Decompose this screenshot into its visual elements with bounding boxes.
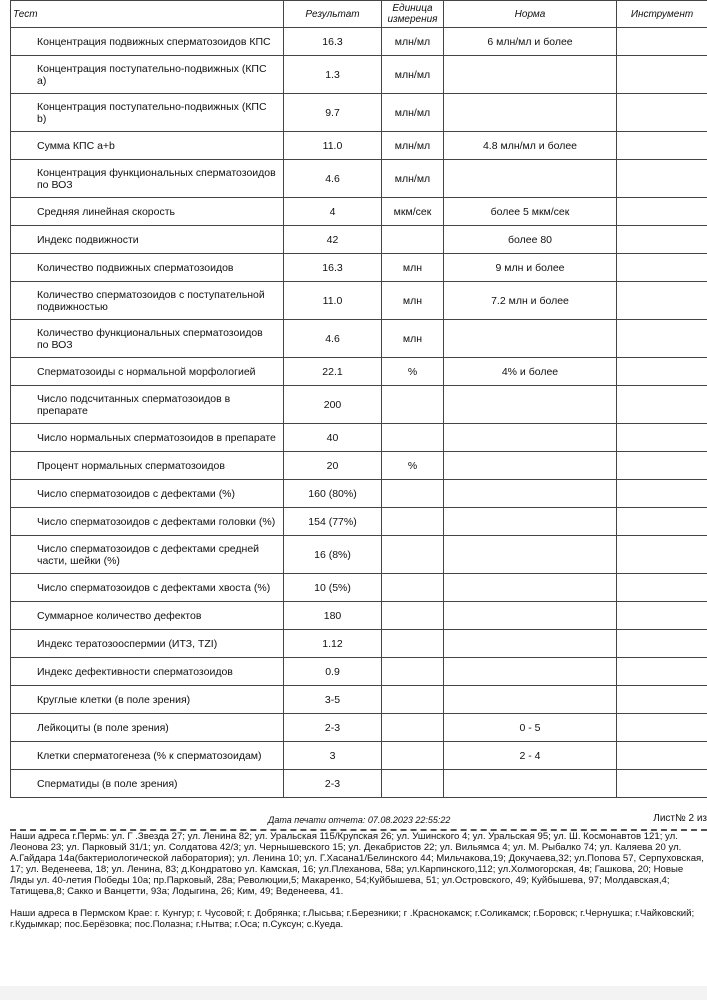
result-cell: 40 — [284, 424, 382, 452]
unit-cell — [382, 508, 444, 536]
test-name-cell: Число сперматозоидов с дефектами (%) — [11, 480, 284, 508]
test-name-cell: Индекс подвижности — [11, 226, 284, 254]
instrument-cell — [617, 508, 707, 536]
header-test: Тест — [11, 1, 284, 28]
table-row — [11, 770, 707, 798]
norm-cell: 4% и более — [444, 358, 617, 386]
result-cell: 20 — [284, 452, 382, 480]
table-row — [11, 132, 707, 160]
instrument-cell — [617, 630, 707, 658]
test-name-cell: Число подсчитанных сперматозоидов в препарате — [11, 386, 284, 424]
result-cell: 154 (77%) — [284, 508, 382, 536]
table-row — [11, 686, 707, 714]
instrument-cell — [617, 452, 707, 480]
norm-cell — [444, 386, 617, 424]
result-cell: 4.6 — [284, 320, 382, 358]
norm-cell — [444, 536, 617, 574]
instrument-cell — [617, 386, 707, 424]
table-row — [11, 386, 707, 424]
norm-cell — [444, 574, 617, 602]
table-row — [11, 358, 707, 386]
header-result: Результат — [284, 1, 382, 28]
norm-cell — [444, 630, 617, 658]
norm-cell: 7.2 млн и более — [444, 282, 617, 320]
test-name-cell: Количество подвижных сперматозоидов — [11, 254, 284, 282]
test-name-cell: Концентрация функциональных сперматозоидов по ВОЗ — [11, 160, 284, 198]
unit-cell — [382, 424, 444, 452]
result-cell: 4 — [284, 198, 382, 226]
result-cell: 3 — [284, 742, 382, 770]
instrument-cell — [617, 160, 707, 198]
norm-cell — [444, 94, 617, 132]
test-name-cell: Число сперматозоидов с дефектами головки (%) — [11, 508, 284, 536]
test-name-cell: Лейкоциты (в поле зрения) — [11, 714, 284, 742]
unit-cell: млн — [382, 282, 444, 320]
test-name-cell: Концентрация поступательно-подвижных (КПС a) — [11, 56, 284, 94]
result-cell: 2-3 — [284, 770, 382, 798]
instrument-cell — [617, 770, 707, 798]
print-date: Дата печати отчета: 07.08.2023 22:55:22 — [268, 815, 451, 825]
addresses-region: Наши адреса в Пермском Крае: г. Кунгур; г. Чусовой; г. Добрянка; г.Лысьва; г.Березники; г .Краснокамск; г.Соликамск; г.Боровск; г.Чернушка; г.Чайковский; г.Кудымкар; пос.Берёзовка; пос.Полазна; г.Нытва; г.Оса; п.Суксун; с.Куеда. — [10, 908, 695, 931]
result-cell: 22.1 — [284, 358, 382, 386]
unit-cell — [382, 574, 444, 602]
norm-cell — [444, 686, 617, 714]
instrument-cell — [617, 254, 707, 282]
result-cell: 4.6 — [284, 160, 382, 198]
test-name-cell: Сперматозоиды с нормальной морфологией — [11, 358, 284, 386]
norm-cell: 0 - 5 — [444, 714, 617, 742]
instrument-cell — [617, 602, 707, 630]
instrument-cell — [617, 320, 707, 358]
results-table — [10, 0, 707, 798]
test-name-cell: Индекс тератозооспермии (ИТЗ, TZI) — [11, 630, 284, 658]
table-row — [11, 424, 707, 452]
instrument-cell — [617, 226, 707, 254]
instrument-cell — [617, 574, 707, 602]
unit-cell — [382, 386, 444, 424]
norm-cell — [444, 508, 617, 536]
page-bottom-edge — [0, 986, 707, 1000]
instrument-cell — [617, 714, 707, 742]
result-cell: 11.0 — [284, 282, 382, 320]
instrument-cell — [617, 480, 707, 508]
header-norm: Норма — [444, 1, 617, 28]
test-name-cell: Круглые клетки (в поле зрения) — [11, 686, 284, 714]
test-name-cell: Средняя линейная скорость — [11, 198, 284, 226]
result-cell: 160 (80%) — [284, 480, 382, 508]
table-row — [11, 254, 707, 282]
norm-cell: 9 млн и более — [444, 254, 617, 282]
result-cell: 10 (5%) — [284, 574, 382, 602]
unit-cell: % — [382, 358, 444, 386]
result-cell: 1.12 — [284, 630, 382, 658]
norm-cell — [444, 452, 617, 480]
result-cell: 9.7 — [284, 94, 382, 132]
result-cell: 16.3 — [284, 254, 382, 282]
test-name-cell: Концентрация подвижных сперматозоидов КПС — [11, 28, 284, 56]
result-cell: 2-3 — [284, 714, 382, 742]
unit-cell — [382, 630, 444, 658]
table-row — [11, 282, 707, 320]
header-instrument: Инструмент — [617, 1, 707, 28]
addresses-perm: Наши адреса г.Пермь: ул. Г .Звезда 27; ул. Ленина 82; ул. Уральская 115/Крупская 26; ул. Ушинского 4; ул. Уральская 95; ул. Ш. Космонавтов 121; ул. Леонова 23; ул. Парковый 31/1; ул. Солдатова 42/3; ул. Чернышевского 15; ул. Декабристов 22; ул. Вильямса 4; ул. М. Рыбалко 74; ул. Каляева 20 ул. А.Гайдара 14а(бактериологической лаборатория); ул. Ленина 10; ул. Г.Хасана1/Белинского 44; Мильчакова,19; Докучаева,32; ул.Попова 57, Серпуховская, 17; ул. Веденеева, 18; ул. Ленина, 83; д.Кондратово ул. Камская, 16; ул.Плеханова, 58а; ул.Карпинского,112; ул.Холмогорская, 4в; Гашкова, 20; Новые Ляды ул. 40-летия Победы 10а; пр.Парковый, 28а; Революции,5; Макаренко, 54;Куйбышева, 51; ул.Островского, 49; Куйбышева, 97; Молдавская,4; Татищева,8; Сакко и Ванцетти, 93а; Лодыгина, 26; Ким, 49; Веденеева, 41. — [10, 831, 704, 897]
instrument-cell — [617, 358, 707, 386]
unit-cell: млн/мл — [382, 132, 444, 160]
test-name-cell: Число нормальных сперматозоидов в препарате — [11, 424, 284, 452]
table-row — [11, 226, 707, 254]
norm-cell — [444, 320, 617, 358]
instrument-cell — [617, 686, 707, 714]
table-row — [11, 602, 707, 630]
table-row — [11, 160, 707, 198]
unit-cell — [382, 658, 444, 686]
result-cell: 11.0 — [284, 132, 382, 160]
norm-cell — [444, 602, 617, 630]
instrument-cell — [617, 424, 707, 452]
results-table-body — [11, 28, 707, 798]
instrument-cell — [617, 198, 707, 226]
test-name-cell: Количество сперматозоидов с поступательной подвижностью — [11, 282, 284, 320]
result-cell: 16.3 — [284, 28, 382, 56]
norm-cell — [444, 770, 617, 798]
table-row — [11, 742, 707, 770]
result-cell: 1.3 — [284, 56, 382, 94]
unit-cell: % — [382, 452, 444, 480]
instrument-cell — [617, 28, 707, 56]
table-row — [11, 630, 707, 658]
test-name-cell: Количество функциональных сперматозоидов по ВОЗ — [11, 320, 284, 358]
unit-cell: млн/мл — [382, 94, 444, 132]
print-info — [10, 813, 707, 827]
norm-cell — [444, 424, 617, 452]
norm-cell: 2 - 4 — [444, 742, 617, 770]
table-row — [11, 480, 707, 508]
table-row — [11, 56, 707, 94]
table-row — [11, 508, 707, 536]
unit-cell — [382, 770, 444, 798]
test-name-cell: Суммарное количество дефектов — [11, 602, 284, 630]
unit-cell: млн — [382, 320, 444, 358]
table-row — [11, 94, 707, 132]
instrument-cell — [617, 56, 707, 94]
unit-cell — [382, 742, 444, 770]
unit-cell: млн/мл — [382, 56, 444, 94]
instrument-cell — [617, 94, 707, 132]
table-row — [11, 658, 707, 686]
unit-cell — [382, 536, 444, 574]
instrument-cell — [617, 742, 707, 770]
table-row — [11, 452, 707, 480]
test-name-cell: Клетки сперматогенеза (% к сперматозоидам) — [11, 742, 284, 770]
test-name-cell: Сперматиды (в поле зрения) — [11, 770, 284, 798]
test-name-cell: Сумма КПС a+b — [11, 132, 284, 160]
norm-cell: более 80 — [444, 226, 617, 254]
unit-cell: мкм/сек — [382, 198, 444, 226]
unit-cell — [382, 714, 444, 742]
test-name-cell: Концентрация поступательно-подвижных (КПС b) — [11, 94, 284, 132]
unit-cell — [382, 686, 444, 714]
unit-cell: млн/мл — [382, 160, 444, 198]
instrument-cell — [617, 658, 707, 686]
result-cell: 16 (8%) — [284, 536, 382, 574]
instrument-cell — [617, 536, 707, 574]
instrument-cell — [617, 132, 707, 160]
header-unit: Единица измерения — [382, 1, 444, 28]
table-row — [11, 714, 707, 742]
test-name-cell: Число сперматозоидов с дефектами хвоста (%) — [11, 574, 284, 602]
norm-cell — [444, 160, 617, 198]
unit-cell — [382, 226, 444, 254]
instrument-cell — [617, 282, 707, 320]
result-cell: 42 — [284, 226, 382, 254]
norm-cell — [444, 56, 617, 94]
result-cell: 0.9 — [284, 658, 382, 686]
norm-cell: 6 млн/мл и более — [444, 28, 617, 56]
table-row — [11, 574, 707, 602]
norm-cell: более 5 мкм/сек — [444, 198, 617, 226]
unit-cell — [382, 480, 444, 508]
table-row — [11, 320, 707, 358]
test-name-cell: Процент нормальных сперматозоидов — [11, 452, 284, 480]
norm-cell — [444, 658, 617, 686]
unit-cell: млн/мл — [382, 28, 444, 56]
page-number: Лист№ 2 из — [653, 813, 707, 824]
addresses-block — [10, 829, 707, 984]
test-name-cell: Индекс дефективности сперматозоидов — [11, 658, 284, 686]
table-row — [11, 536, 707, 574]
unit-cell: млн — [382, 254, 444, 282]
norm-cell — [444, 480, 617, 508]
result-cell: 200 — [284, 386, 382, 424]
table-row — [11, 198, 707, 226]
test-name-cell: Число сперматозоидов с дефектами средней части, шейки (%) — [11, 536, 284, 574]
table-row — [11, 28, 707, 56]
unit-cell — [382, 602, 444, 630]
table-header-row — [11, 1, 707, 28]
result-cell: 3-5 — [284, 686, 382, 714]
result-cell: 180 — [284, 602, 382, 630]
norm-cell: 4.8 млн/мл и более — [444, 132, 617, 160]
